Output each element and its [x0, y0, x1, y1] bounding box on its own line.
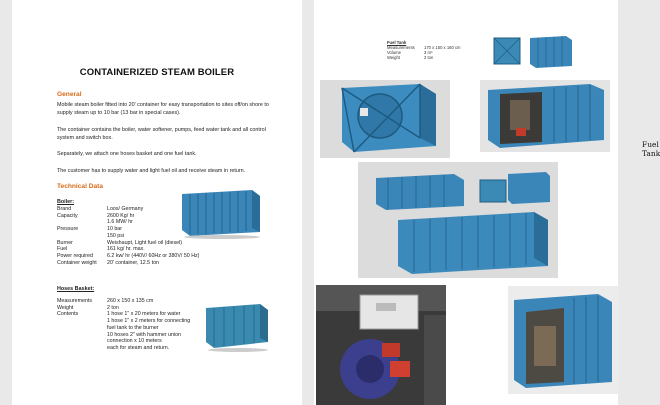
spec-label [57, 345, 107, 352]
spec-value: 10 hoses 2" with hammer union [107, 331, 182, 338]
spec-value: 1 hose 1" x 2 meters for connecting [107, 318, 191, 325]
spec-label [57, 318, 107, 325]
spec-label: Measurements [57, 298, 93, 304]
spec-label [57, 233, 107, 240]
spec-label [57, 325, 107, 332]
spec-label: Pressure [57, 226, 79, 233]
spec-label: Container weight [57, 259, 97, 266]
spec-label: Fuel [57, 246, 68, 253]
fuel-tank-spec-row: Weight 2 ton [387, 55, 434, 60]
general-paragraph-3: Separately, we attach one hoses basket and one fuel tank. [57, 151, 197, 157]
spec-value: 1.6 MW/ hr [107, 219, 133, 226]
spec-value: Weishaupt, Light fuel oil (diesel) [107, 239, 182, 246]
fuel-tank-small-photo [488, 30, 578, 72]
page-gap [302, 0, 314, 405]
spec-label: Weight [57, 304, 74, 311]
general-heading: General [57, 91, 82, 98]
spec-value: 161 kg/ hr. max. [107, 246, 145, 253]
spec-label: Power required [57, 252, 93, 259]
boiler-container-photo [172, 184, 267, 240]
fuel-tank-spec-row: Volume 3 m³ [387, 50, 433, 55]
spec-value: 1 hose 1" x 20 meters for water [107, 311, 181, 318]
spec-label: Contents [57, 311, 79, 318]
full-set-photo [358, 162, 558, 278]
fuel-tank-caption: Fuel Tank [642, 140, 660, 158]
fuel-tank-specs [387, 40, 461, 60]
spec-row [57, 260, 267, 267]
spec-row [57, 253, 267, 260]
page-title: CONTAINERIZED STEAM BOILER [79, 67, 235, 78]
general-paragraph-4: The customer has to supply water and light fuel oil and receive steam in return. [57, 168, 246, 174]
spec-value: 20' container, 12.5 ton [107, 259, 159, 266]
spec-value: fuel tank to the burner [107, 324, 159, 331]
technical-data-heading: Technical Data [57, 183, 104, 190]
hoses-basket-heading: Hoses Basket: [57, 286, 95, 292]
left-page [12, 0, 302, 405]
general-paragraph-1: Mobile steam boiler fitted into 20' container for easy transportation to sites off/on shore to supply steam up to 10 bar (13 bar in special cases). [57, 102, 269, 116]
right-page [314, 0, 660, 405]
boiler-interior-photo [316, 285, 446, 405]
open-container-door-photo [508, 286, 618, 394]
spec-value: 6.2 kw/ hr (440V/ 60Hz or 380V/ 50 Hz) [107, 252, 200, 259]
open-container-photo [480, 80, 610, 152]
general-paragraph-2: The container contains the boiler, water softener, pumps, feed water tank and all control system and switch box. [57, 127, 266, 141]
spec-value: Loos/ Germany [107, 206, 144, 212]
spec-row [57, 240, 267, 247]
spec-value: 10 bar [107, 226, 123, 233]
spec-label [57, 332, 107, 339]
fuel-tank-specs-heading: Fuel Tank [387, 40, 407, 45]
spec-value: 150 psi [107, 232, 125, 239]
spec-label: Brand [57, 206, 72, 212]
boiler-heading: Boiler: [57, 199, 75, 205]
spec-label: Capacity [57, 212, 78, 219]
spec-value: 2600 Kg/ hr [107, 212, 135, 219]
fuel-tank-photo [320, 80, 450, 158]
hoses-basket-photo [198, 298, 274, 354]
spec-label [57, 338, 107, 345]
spec-label: Burner [57, 239, 73, 246]
spec-value: 260 x 150 x 135 cm [107, 298, 154, 304]
spec-value: 2 ton [107, 304, 119, 311]
spec-value: connection x 10 meters [107, 338, 162, 345]
fuel-tank-spec-row: Measurements 170 x 150 x 160 cm [387, 45, 461, 50]
spec-row [57, 246, 267, 253]
spec-value: each for steam and return. [107, 344, 170, 351]
spec-label [57, 219, 107, 226]
